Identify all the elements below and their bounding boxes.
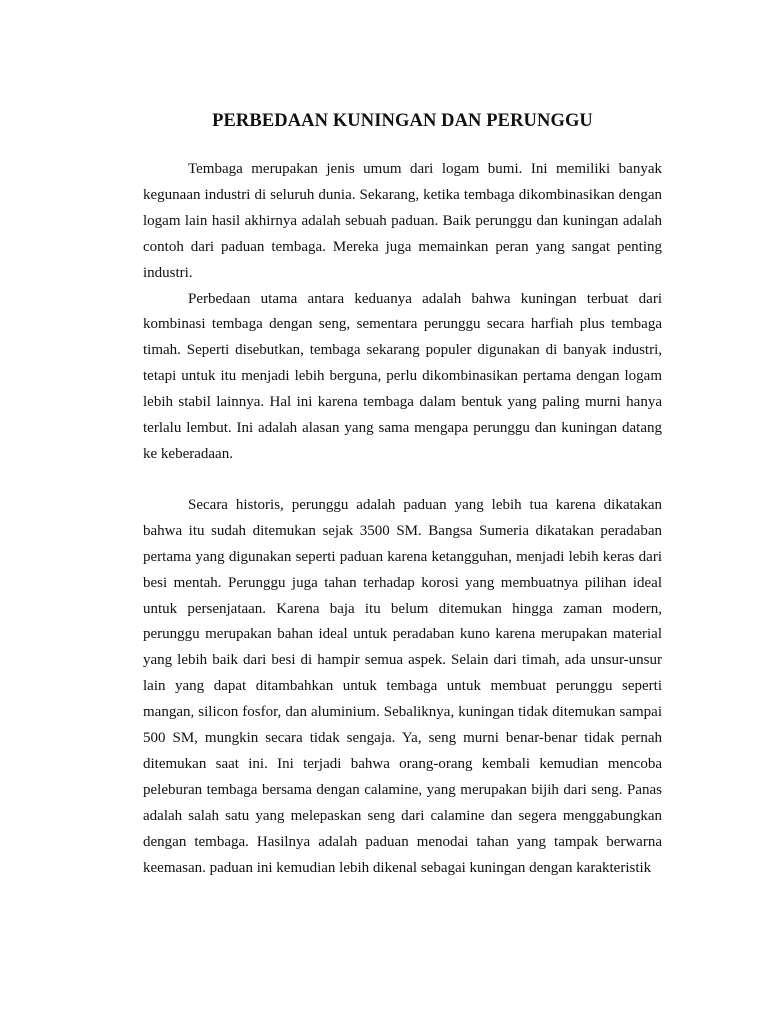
document-title: PERBEDAAN KUNINGAN DAN PERUNGGU [212,111,593,131]
document-body [143,106,662,881]
paragraph-intro: Tembaga merupakan jenis umum dari logam bumi. Ini memiliki banyak kegunaan industri di seluruh dunia. Sekarang, ketika tembaga dikombinasikan dengan logam lain hasil akhirnya adalah sebuah paduan. Baik perunggu dan kuningan adalah contoh dari paduan tembaga. Mereka juga memainkan peran yang sangat penting industri. [143,161,662,281]
paragraph-main-difference: Perbedaan utama antara keduanya adalah bahwa kuningan terbuat dari kombinasi tembaga dengan seng, sementara perunggu secara harfiah plus tembaga timah. Seperti disebutkan, tembaga sekarang populer digunakan di banyak industri, tetapi untuk itu menjadi lebih berguna, perlu dikombinasikan pertama dengan logam lebih stabil lainnya. Hal ini karena tembaga dalam bentuk yang paling murni hanya terlalu lembut. Ini adalah alasan yang sama mengapa perunggu dan kuningan datang ke keberadaan. [143,290,662,462]
paragraph-history: Secara historis, perunggu adalah paduan yang lebih tua karena dikatakan bahwa itu sudah ditemukan sejak 3500 SM. Bangsa Sumeria dikatakan peradaban pertama yang digunakan seperti paduan karena ketangguhan, menjadi lebih keras dari besi mentah. Perunggu juga tahan terhadap korosi yang membuatnya pilihan ideal untuk persenjataan. Karena baja itu belum ditemukan hingga zaman modern, perunggu merupakan bahan ideal untuk peradaban kuno karena merupakan material yang lebih baik dari besi di hampir semua aspek. Selain dari timah, ada unsur-unsur lain yang dapat ditambahkan untuk tembaga untuk membuat perunggu seperti mangan, silicon fosfor, dan aluminium. Sebaliknya, kuningan tidak ditemukan sampai 500 SM, mungkin secara tidak sengaja. Ya, seng murni benar-benar tidak pernah ditemukan saat ini. Ini terjadi bahwa orang-orang kembali kemudian mencoba peleburan tembaga bersama dengan calamine, yang merupakan bijih dari seng. Panas adalah salah satu yang melepaskan seng dari calamine dan segera menggabungkan dengan tembaga. Hasilnya adalah paduan menodai tahan yang tampak berwarna keemasan. paduan ini kemudian lebih dikenal sebagai kuningan dengan karakteristik [143,496,662,876]
